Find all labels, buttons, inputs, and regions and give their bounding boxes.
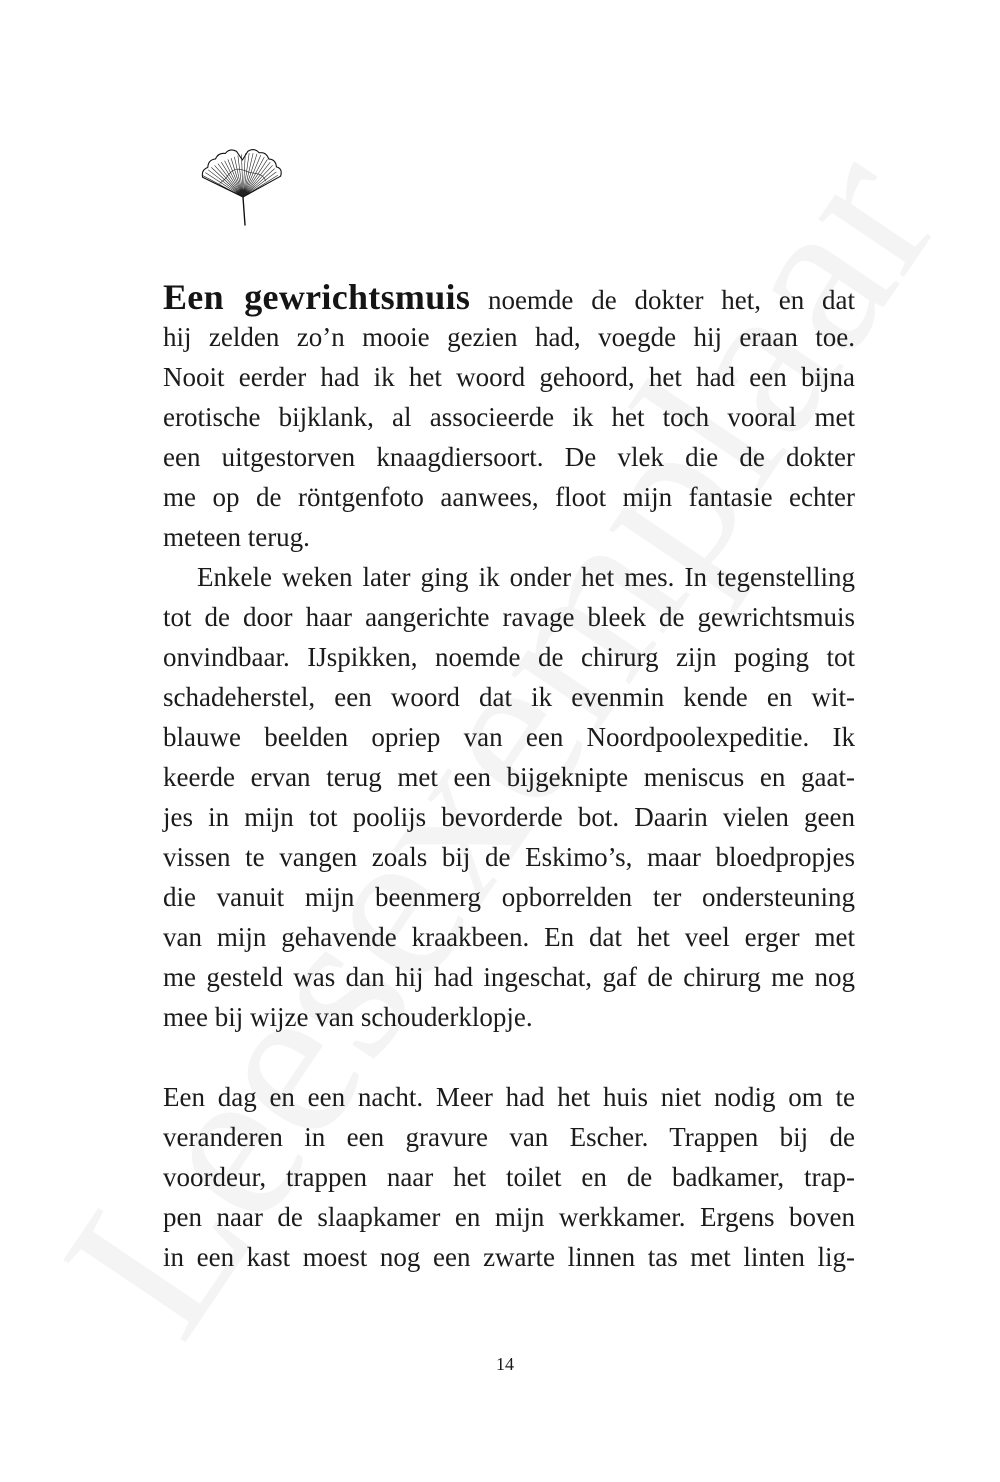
section-break [163, 1037, 855, 1077]
text-line: erotische bijklank, al associeerde ik het toch vooral met [163, 402, 855, 432]
text-line: Enkele weken later ging ik onder het mes. In tegenstelling [197, 562, 855, 592]
ginkgo-leaf-icon [190, 145, 290, 231]
text-line: onvindbaar. IJspikken, noemde de chirurg zijn poging tot [163, 642, 855, 672]
body-text [163, 277, 855, 1277]
lead-in: Een gewrichtsmuis [163, 277, 471, 317]
text-line: vissen te vangen zoals bij de Eskimo’s, maar bloedpropjes [163, 842, 855, 872]
text-line: die vanuit mijn beenmerg opborrelden ter ondersteuning [163, 882, 855, 912]
text-line: voordeur, trappen naar het toilet en de badkamer, trap- [163, 1162, 855, 1192]
text-line: Nooit eerder had ik het woord gehoord, het had een bijna [163, 362, 855, 392]
text-line: van mijn gehavende kraakbeen. En dat het veel erger met [163, 922, 855, 952]
text-line: tot de door haar aangerichte ravage bleek de gewrichtsmuis [163, 602, 855, 632]
text-line: me gesteld was dan hij had ingeschat, gaf de chirurg me nog [163, 962, 855, 992]
text-line: hij zelden zo’n mooie gezien had, voegde hij eraan toe. [163, 322, 855, 352]
paragraph [163, 1077, 855, 1277]
text-line: Een dag en een nacht. Meer had het huis niet nodig om te [163, 1082, 855, 1112]
text-line: een uitgestorven knaagdiersoort. De vlek die de dokter [163, 442, 855, 472]
text-line: schadeherstel, een woord dat ik evenmin kende en wit- [163, 682, 855, 712]
text-line: meteen terug. [163, 522, 310, 552]
paragraph [163, 557, 855, 1037]
text-line [163, 277, 855, 317]
text-line: mee bij wijze van schouderklopje. [163, 1002, 533, 1032]
text-line: keerde ervan terug met een bijgeknipte meniscus en gaat- [163, 762, 855, 792]
text-line: in een kast moest nog een zwarte linnen tas met linten lig- [163, 1242, 855, 1272]
text-line-rest: noemde de dokter het, en dat [487, 285, 856, 315]
text-line: jes in mijn tot poolijs bevorderde bot. Daarin vielen geen [163, 802, 855, 832]
page-number: 14 [496, 1354, 514, 1374]
paragraph [163, 277, 855, 557]
text-line: veranderen in een gravure van Escher. Trappen bij de [163, 1122, 855, 1152]
text-line: blauwe beelden opriep van een Noordpoolexpeditie. Ik [163, 722, 855, 752]
ginkgo-leaf-stem [243, 197, 245, 225]
text-line: pen naar de slaapkamer en mijn werkkamer. Ergens boven [163, 1202, 855, 1232]
text-line: me op de röntgenfoto aanwees, floot mijn fantasie echter [163, 482, 855, 512]
